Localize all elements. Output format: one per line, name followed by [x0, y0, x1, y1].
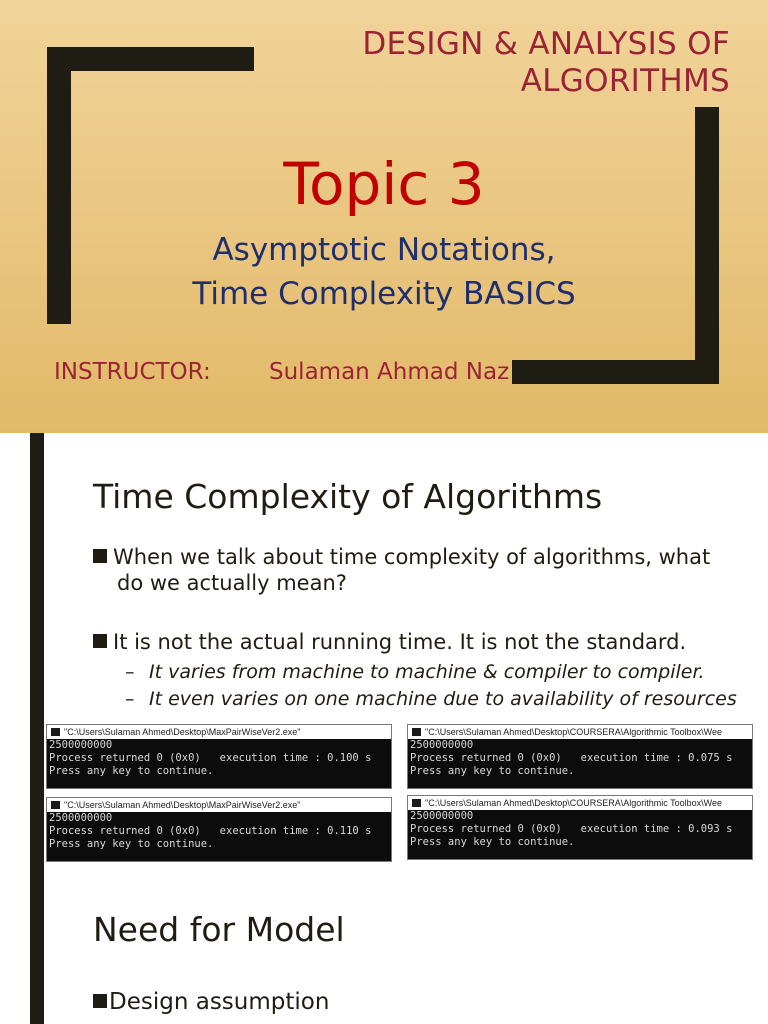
- course-title-line2: ALGORITHMS: [520, 63, 730, 99]
- console-output-line: 2500000000: [49, 812, 113, 824]
- need-for-model-slide: [0, 866, 768, 1024]
- console-window: [46, 797, 392, 862]
- console-output-line: Process returned 0 (0x0) execution time : 0.075 s: [410, 752, 733, 764]
- console-output-line: 2500000000: [410, 810, 474, 822]
- console-window: [407, 724, 753, 789]
- instructor-name: Sulaman Ahmad Naz: [269, 359, 510, 385]
- topic-heading: Topic 3: [283, 150, 485, 218]
- course-title: [130, 26, 730, 100]
- instructor-label: INSTRUCTOR:: [54, 359, 211, 385]
- square-bullet-icon: [93, 994, 107, 1008]
- bullet-item: [93, 544, 743, 596]
- bullet-text: It is not the actual running time. It is not the standard.: [113, 630, 687, 654]
- console-app-icon: [51, 801, 60, 809]
- dash-bullet-icon: –: [125, 688, 135, 710]
- console-title: "C:\Users\Sulaman Ahmed\Desktop\COURSERA\Algorithmic Toolbox\Wee: [425, 727, 722, 737]
- instructor-line: [54, 357, 509, 387]
- console-app-icon: [412, 728, 421, 736]
- bullet-item: [93, 988, 743, 1016]
- console-output-line: Press any key to continue.: [49, 765, 214, 777]
- console-output-line: Press any key to continue.: [410, 836, 575, 848]
- sub-bullet-item: [125, 687, 768, 711]
- console-title: "C:\Users\Sulaman Ahmed\Desktop\COURSERA\Algorithmic Toolbox\Wee: [425, 798, 722, 808]
- dash-bullet-icon: –: [125, 661, 135, 683]
- slide-left-bar: [30, 433, 44, 866]
- sub-bullet-item: [125, 660, 768, 684]
- subtitle-line1: Asymptotic Notations,: [212, 232, 556, 268]
- slide-left-bar: [30, 866, 44, 1024]
- console-output-line: 2500000000: [49, 739, 113, 751]
- course-title-line1: DESIGN & ANALYSIS OF: [362, 26, 730, 62]
- slide-subtitle: [0, 228, 768, 316]
- sub-bullet-text: It varies from machine to machine & compiler to compiler.: [149, 661, 705, 683]
- sub-bullet-text: It even varies on one machine due to availability of resources: [149, 688, 737, 710]
- console-window: [46, 724, 392, 789]
- console-title-bar: [408, 796, 752, 810]
- console-output-line: Process returned 0 (0x0) execution time : 0.110 s: [49, 825, 372, 837]
- square-bullet-icon: [93, 549, 107, 563]
- console-output-line: Process returned 0 (0x0) execution time : 0.093 s: [410, 823, 733, 835]
- console-title-bar: [408, 725, 752, 739]
- bullet-item: [93, 629, 743, 655]
- console-output-line: Press any key to continue.: [49, 838, 214, 850]
- console-title: "C:\Users\Sulaman Ahmed\Desktop\MaxPairWiseVer2.exe": [64, 800, 301, 810]
- bullet-text: When we talk about time complexity of algorithms, what do we actually mean?: [113, 545, 711, 595]
- time-complexity-slide: [0, 433, 768, 866]
- console-output-line: 2500000000: [410, 739, 474, 751]
- subtitle-line2: Time Complexity BASICS: [192, 276, 576, 312]
- bracket-bottom-right-horizontal: [512, 360, 719, 384]
- console-title: "C:\Users\Sulaman Ahmed\Desktop\MaxPairWiseVer2.exe": [64, 727, 301, 737]
- console-title-bar: [47, 798, 391, 812]
- console-window: [407, 795, 753, 860]
- slide-title: Need for Model: [93, 910, 345, 949]
- console-app-icon: [51, 728, 60, 736]
- console-output-line: Process returned 0 (0x0) execution time : 0.100 s: [49, 752, 372, 764]
- slide-title: Time Complexity of Algorithms: [93, 477, 603, 516]
- title-slide: [0, 0, 768, 433]
- console-title-bar: [47, 725, 391, 739]
- square-bullet-icon: [93, 634, 107, 648]
- console-output-line: Press any key to continue.: [410, 765, 575, 777]
- console-app-icon: [412, 799, 421, 807]
- bullet-text: Design assumption: [109, 989, 330, 1015]
